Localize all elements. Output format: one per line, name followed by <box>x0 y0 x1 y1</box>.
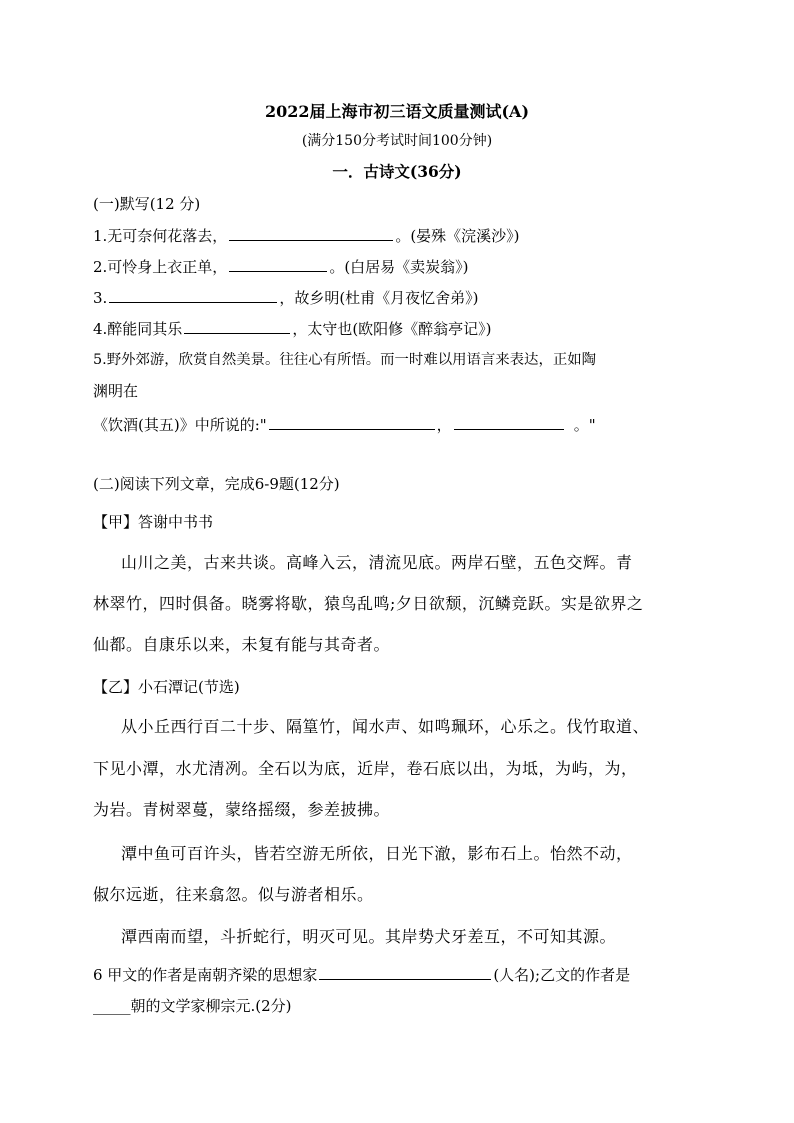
question-6-line-2 <box>93 996 292 1016</box>
exam-subtitle: (满分150分考试时间100分钟) <box>301 133 493 149</box>
passage-yi-line-6: 潭西南而望，斗折蛇行，明灭可见。其岸势犬牙差互，不可知其源。 <box>121 927 617 946</box>
q6-text-before: 6 甲文的作者是南朝齐梁的思想家 <box>93 966 318 984</box>
section-one-heading: 一．古诗文(36分) <box>332 162 462 181</box>
passage-jia-line-1: 山川之美，古来共谈。高峰入云，清流见底。两岸石壁，五色交辉。青 <box>121 553 633 572</box>
passage-yi-line-2 <box>93 758 638 780</box>
passage-jia-line-2: 林翠竹，四时俱备。晓雾将歇，猿鸟乱鸣;夕日欲颓，沉鳞竞跃。实是欲界之 <box>93 594 644 613</box>
q5-text-after: 。" <box>573 416 596 434</box>
q1-text-after: 。(晏殊《浣溪沙》) <box>395 227 520 245</box>
q1-text-before: 1.无可奈何花落去， <box>93 227 228 245</box>
question-2 <box>93 256 469 277</box>
question-3 <box>93 287 479 308</box>
question-1 <box>93 225 520 246</box>
passage-yi-title: 【乙】小石潭记(节选) <box>93 678 240 696</box>
q1-answer-blank[interactable] <box>229 225 393 241</box>
passage-yi-line-5: 俶尔远逝，往来翕忽。似与游者相乐。 <box>93 885 374 904</box>
q6-text-after: (人名);乙文的作者是 <box>493 966 631 984</box>
q4-text-before: 4.醉能同其乐 <box>93 320 183 338</box>
passage-jia-title: 【甲】答谢中书书 <box>93 513 214 531</box>
q3-text-before: 3. <box>93 289 108 307</box>
q6-answer-blank-2[interactable]: _____ <box>93 997 131 1015</box>
q3-answer-blank[interactable] <box>109 287 277 303</box>
q2-text-after: 。(白居易《卖炭翁》) <box>329 258 469 276</box>
q5-text-mid: ， <box>436 416 452 434</box>
part2-heading: (二)阅读下列文章，完成6-9题(12分) <box>93 475 340 493</box>
passage-yi-line-1: 从小丘西行百二十步、隔篁竹，闻水声、如鸣珮环，心乐之。伐竹取道、 <box>121 717 650 736</box>
passage-yi-line-2-punct: ， <box>621 759 638 778</box>
question-4 <box>93 318 492 339</box>
question-5-line-1: 5.野外郊游，欣赏自然美景。往往心有所悟。而一时难以用语言来表达，正如陶 <box>93 352 597 368</box>
passage-yi-line-3: 为岩。青树翠蔓，蒙络摇缀，参差披拂。 <box>93 800 391 819</box>
q6-text-line2: 朝的文学家柳宗元.(2分) <box>130 997 292 1015</box>
passage-yi-line-2-text: 下见小潭，水尤清冽。全石以为底，近岸，卷石底以出，为坻，为屿，为 <box>93 759 622 778</box>
question-5-line-2: 渊明在 <box>93 382 139 400</box>
part1-heading: (一)默写(12 分) <box>93 195 201 213</box>
question-5-line-3 <box>93 414 596 435</box>
q5-answer-blank-2[interactable] <box>454 414 564 430</box>
question-6-line-1 <box>93 964 630 985</box>
q2-text-before: 2.可怜身上衣正单， <box>93 258 228 276</box>
q3-text-after: ，故乡明(杜甫《月夜忆舍弟》) <box>279 289 479 307</box>
passage-yi-line-4: 潭中鱼可百许头，皆若空游无所依，日光下澈，影布石上。怡然不动， <box>121 844 633 863</box>
passage-jia-line-3: 仙都。自康乐以来，未复有能与其奇者。 <box>93 635 391 654</box>
q6-answer-blank-1[interactable] <box>319 964 491 980</box>
q2-answer-blank[interactable] <box>229 256 327 272</box>
q5-text-before: 《饮酒(其五)》中所说的:" <box>93 416 267 434</box>
q4-text-after: ，太守也(欧阳修《醉翁亭记》) <box>292 320 492 338</box>
q5-answer-blank-1[interactable] <box>269 414 435 430</box>
q4-answer-blank[interactable] <box>184 318 290 334</box>
exam-title: 2022届上海市初三语文质量测试(A) <box>264 102 530 121</box>
